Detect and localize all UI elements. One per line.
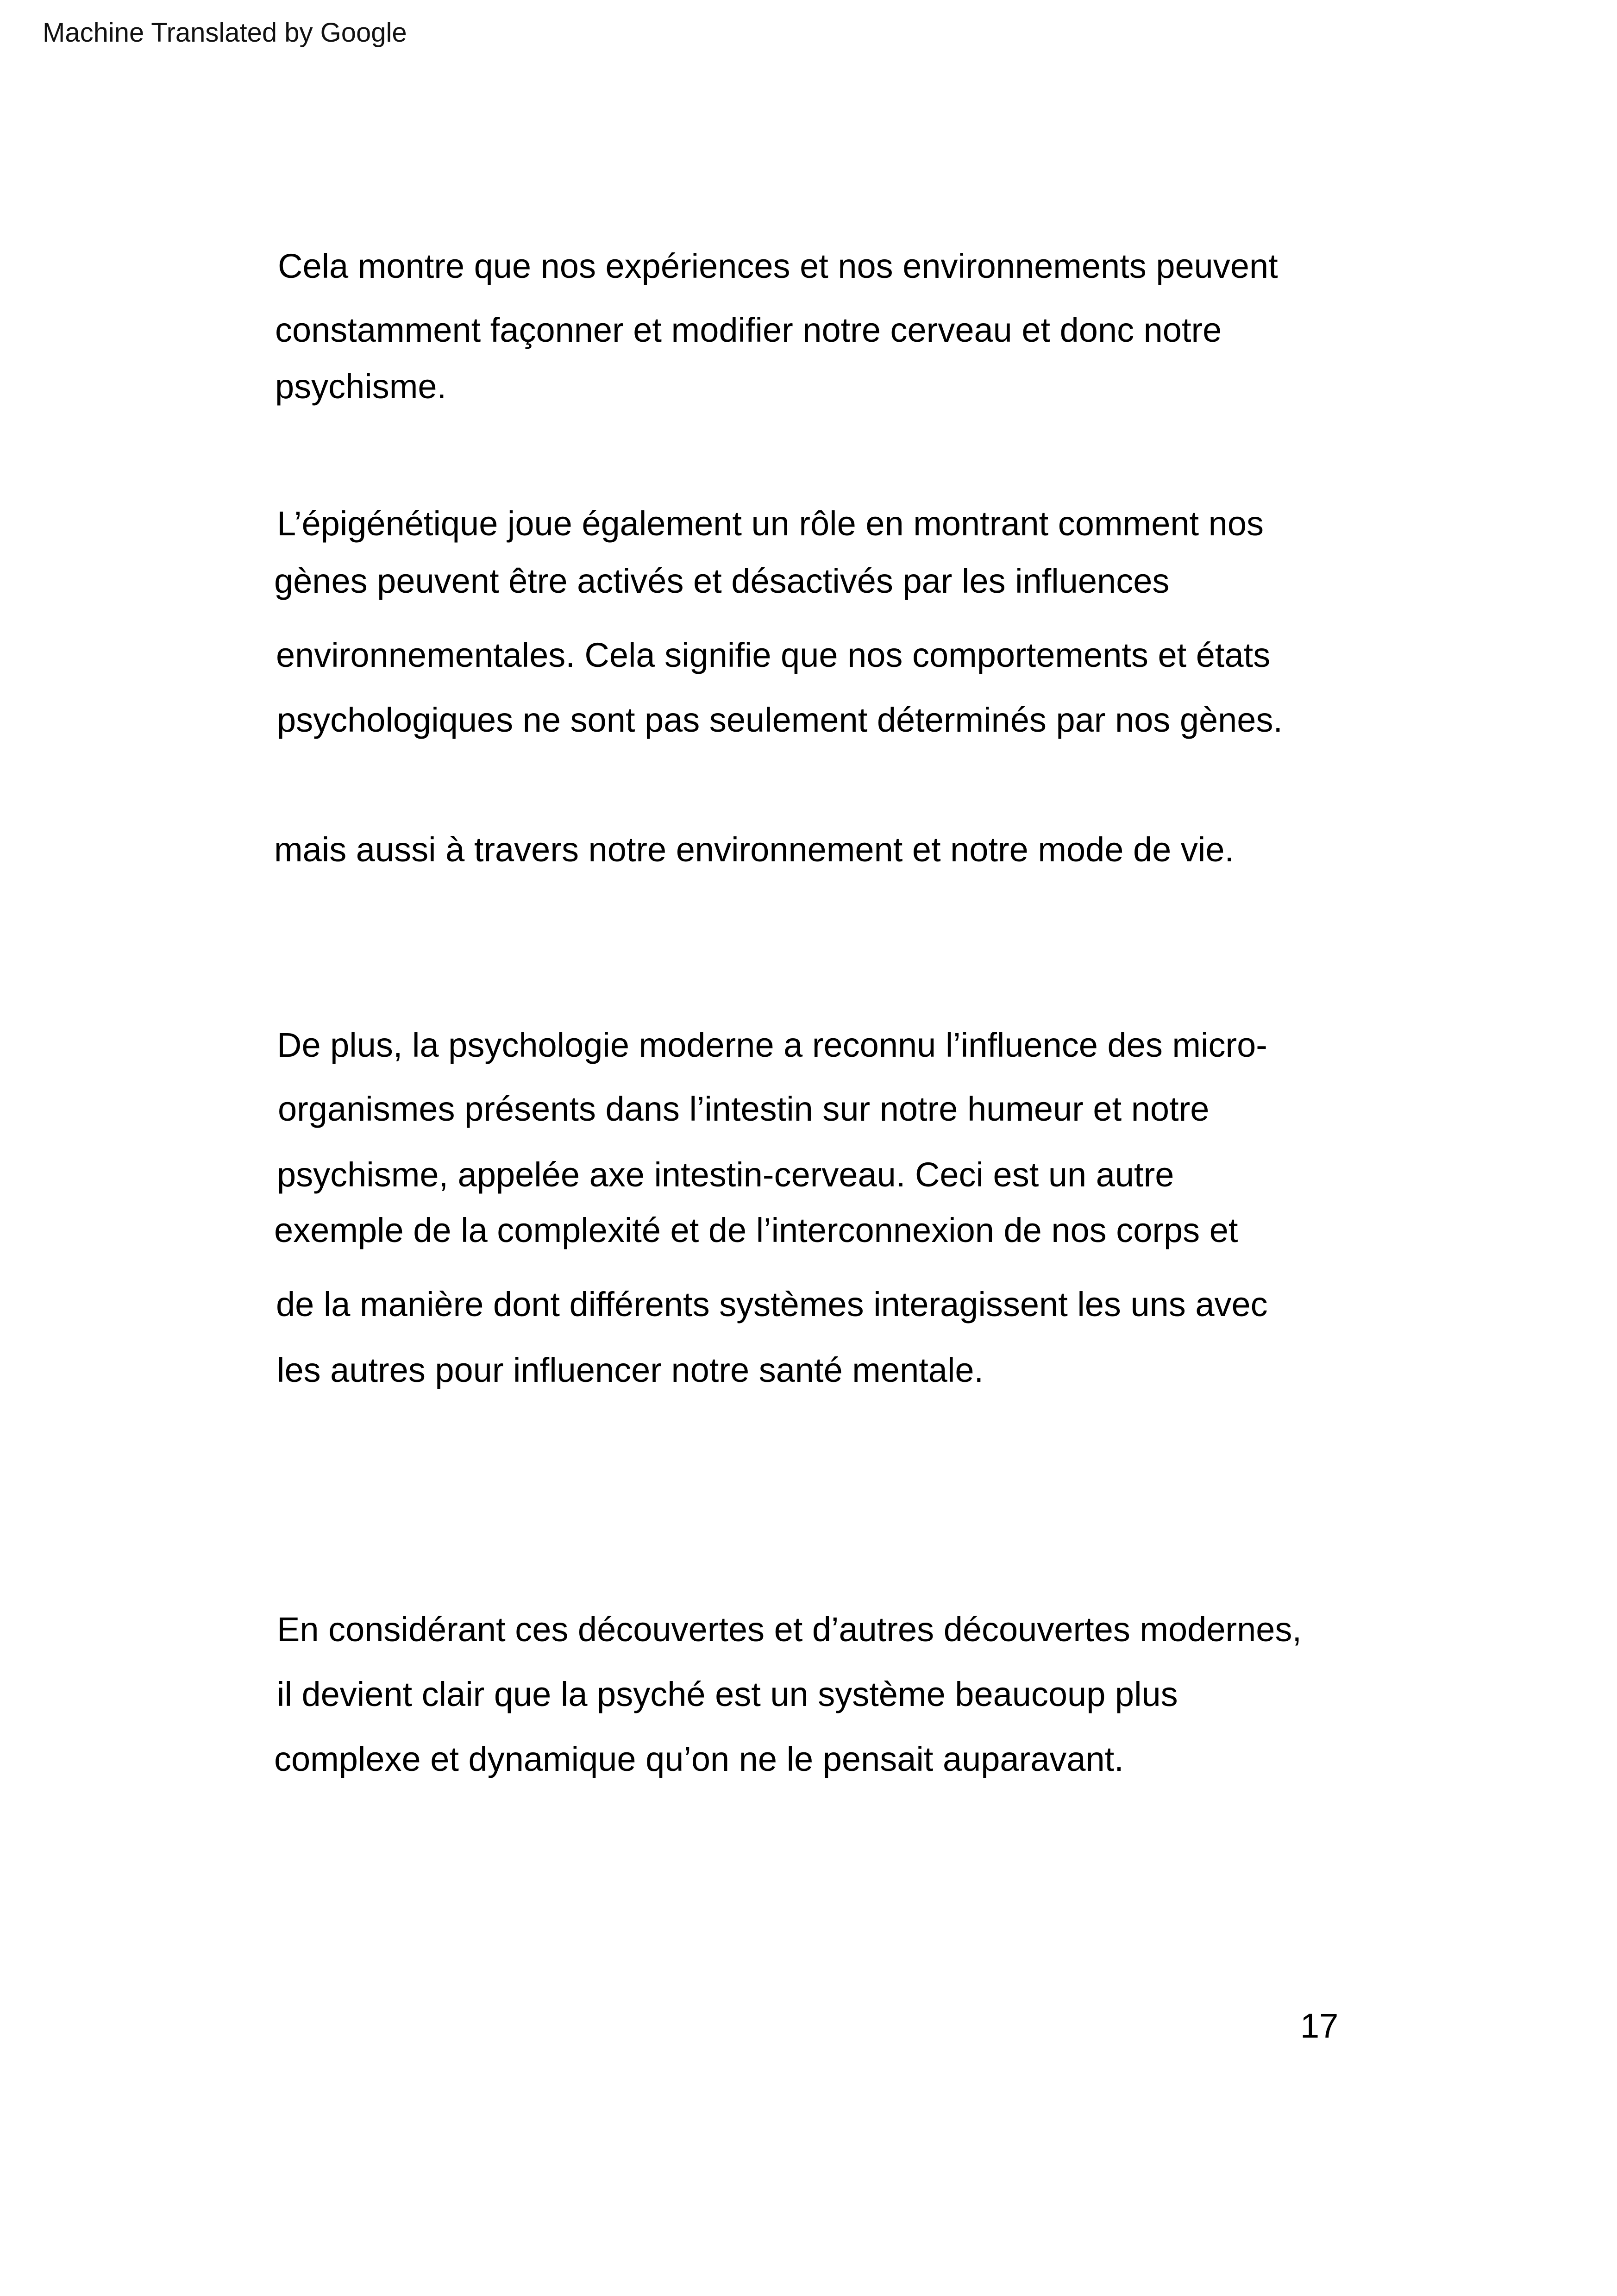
page-number: 17 (1300, 2007, 1339, 2045)
paragraph-4-line-1: De plus, la psychologie moderne a reconnu l’influence des micro- (277, 1026, 1267, 1064)
paragraph-2-line-1: L’épigénétique joue également un rôle en montrant comment nos (277, 504, 1264, 543)
paragraph-2-line-2: gènes peuvent être activés et désactivés par les influences (274, 562, 1170, 600)
paragraph-1-line-1: Cela montre que nos expériences et nos environnements peuvent (278, 247, 1278, 285)
paragraph-4-line-5: de la manière dont différents systèmes interagissent les uns avec (276, 1285, 1268, 1324)
paragraph-3-line-1: mais aussi à travers notre environnement et notre mode de vie. (274, 830, 1235, 869)
paragraph-5-line-2: il devient clair que la psyché est un système beaucoup plus (277, 1675, 1178, 1713)
paragraph-4-line-4: exemple de la complexité et de l’interconnexion de nos corps et (274, 1211, 1238, 1249)
machine-translation-watermark: Machine Translated by Google (43, 18, 407, 48)
paragraph-4-line-2: organismes présents dans l’intestin sur notre humeur et notre (278, 1090, 1210, 1128)
paragraph-4-line-6: les autres pour influencer notre santé mentale. (277, 1351, 984, 1389)
paragraph-5-line-3: complexe et dynamique qu’on ne le pensait auparavant. (274, 1740, 1124, 1778)
paragraph-2-line-3: environnementales. Cela signifie que nos comportements et états (276, 636, 1271, 674)
paragraph-2-line-4: psychologiques ne sont pas seulement déterminés par nos gènes. (277, 701, 1283, 739)
paragraph-1-line-2: constamment façonner et modifier notre cerveau et donc notre (275, 311, 1222, 349)
paragraph-1-line-3: psychisme. (275, 367, 447, 406)
paragraph-5-line-1: En considérant ces découvertes et d’autres découvertes modernes, (277, 1610, 1302, 1649)
paragraph-4-line-3: psychisme, appelée axe intestin-cerveau. Ceci est un autre (277, 1155, 1174, 1194)
